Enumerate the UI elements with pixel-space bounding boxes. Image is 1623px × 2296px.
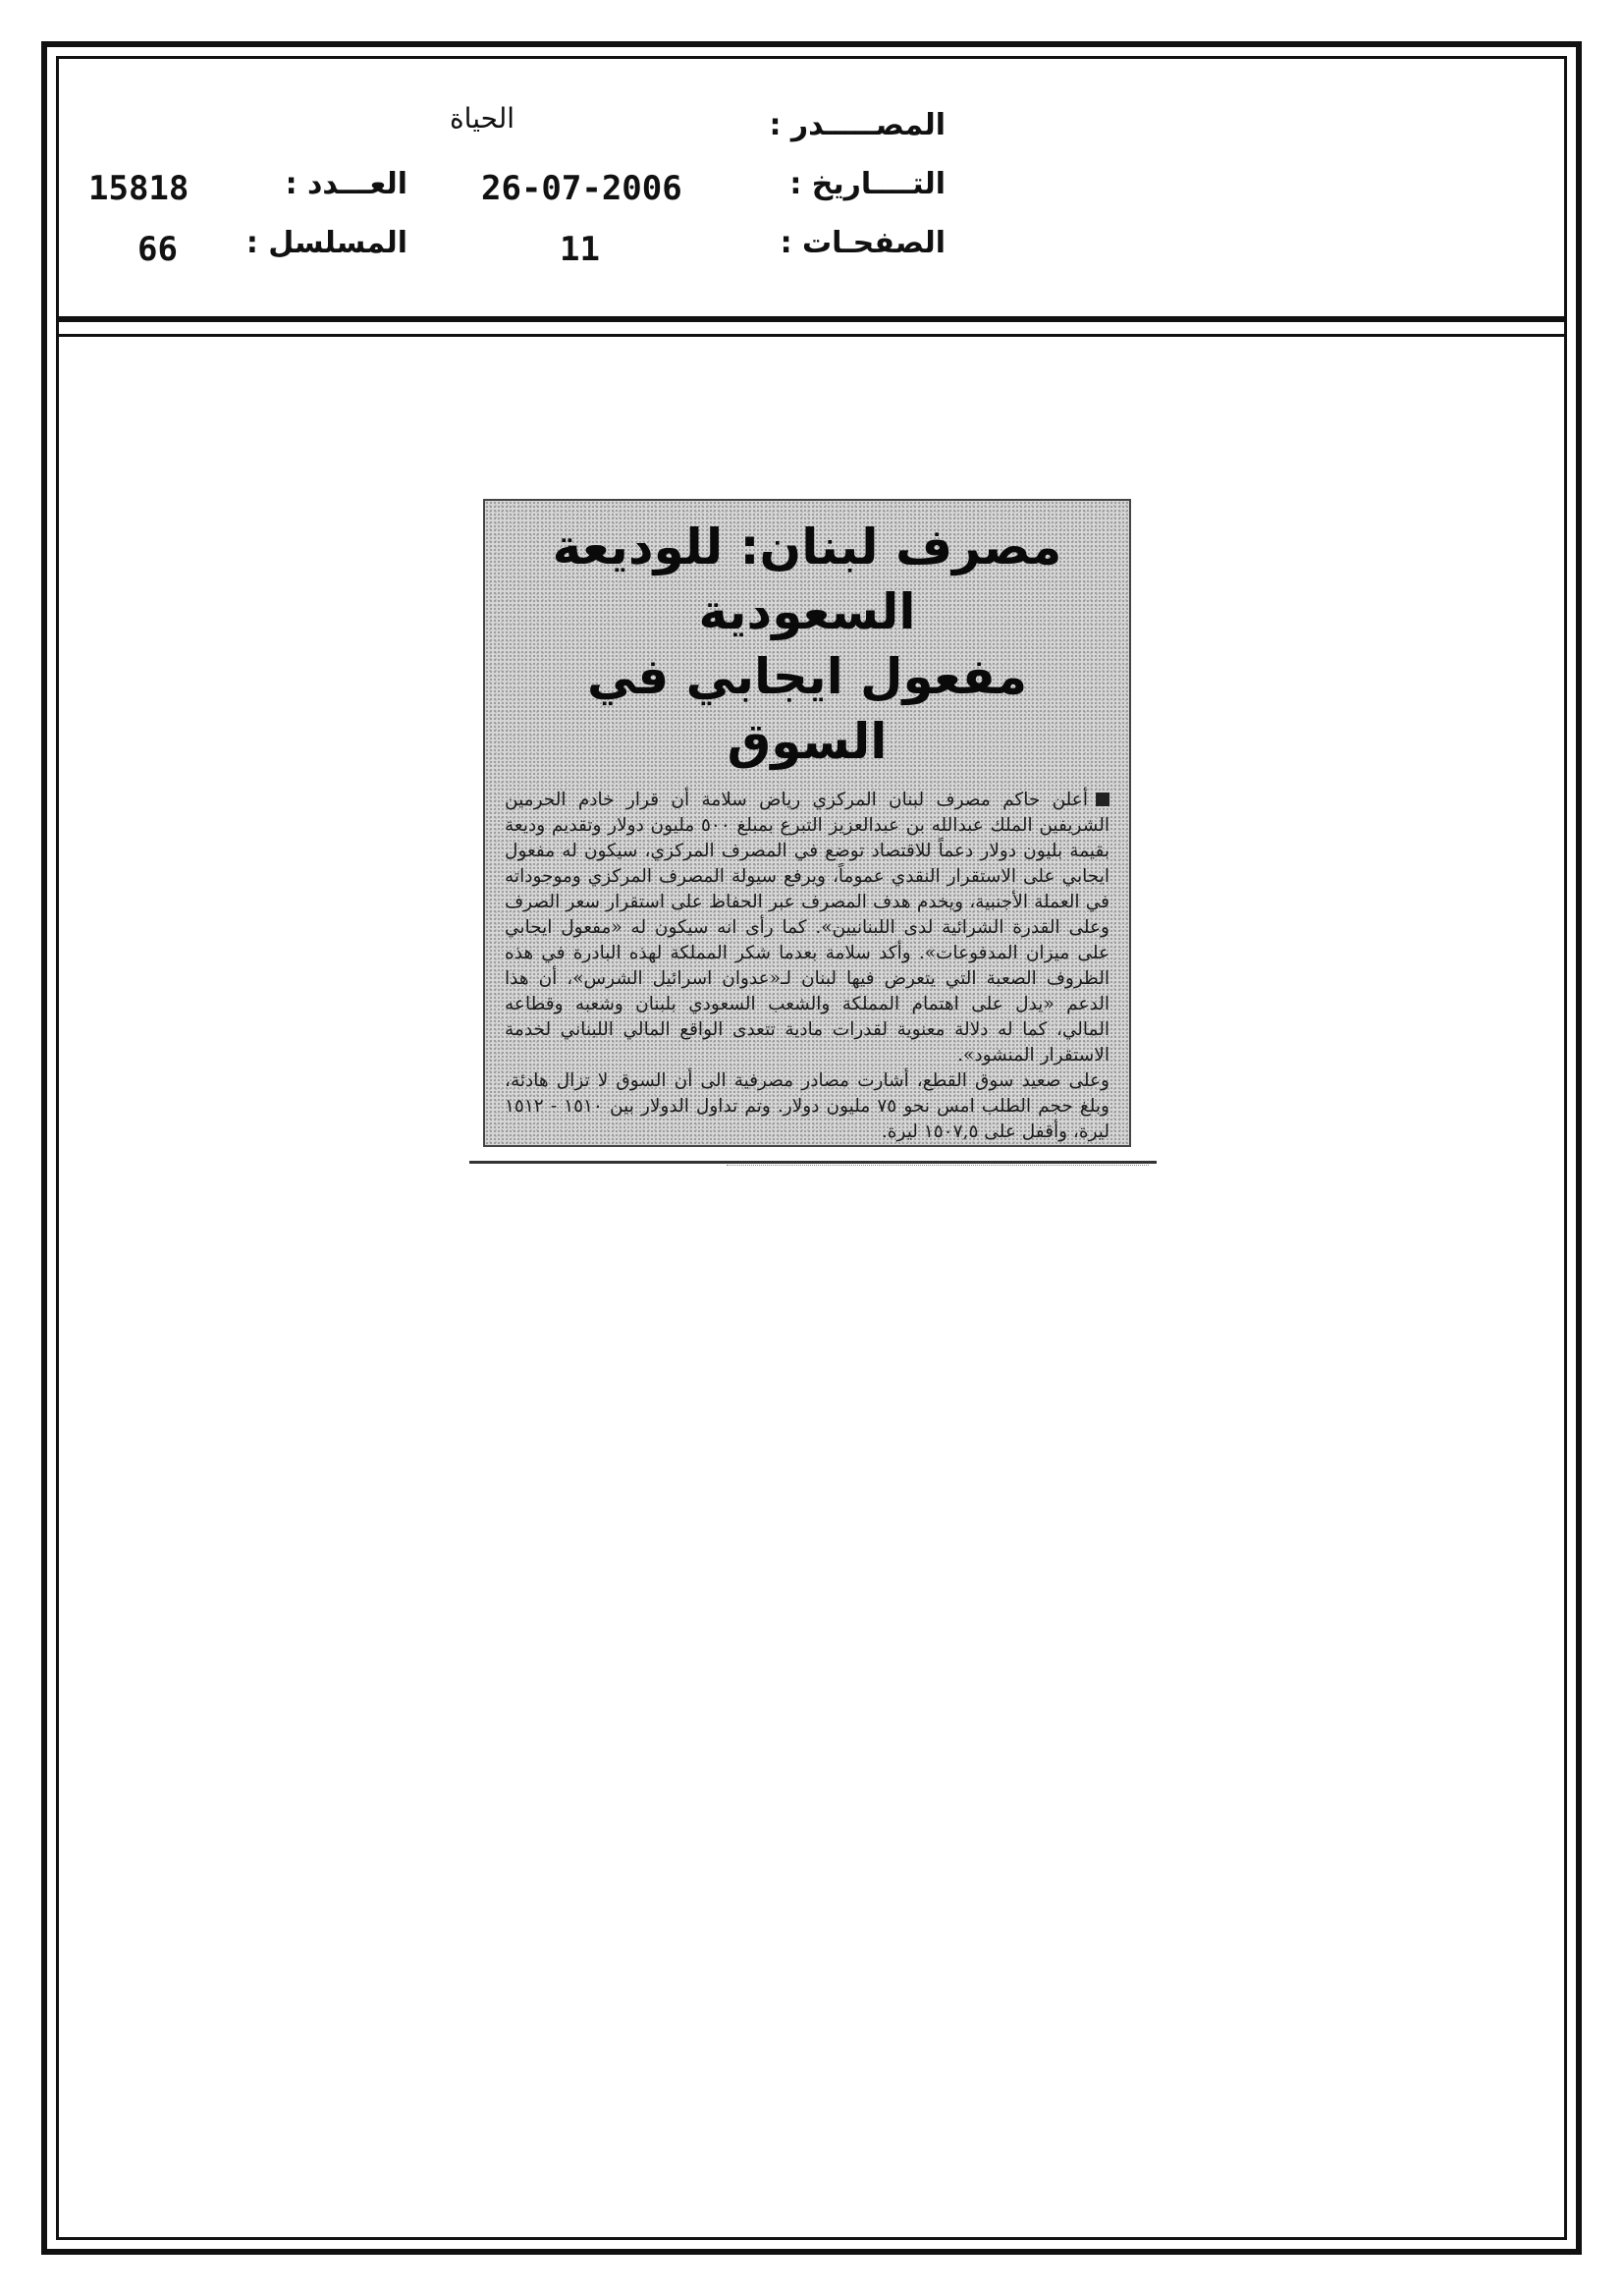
article-paragraph-2	[505, 1068, 1109, 1145]
headline-line-1: مصرف لبنان: للوديعة السعودية	[552, 519, 1062, 640]
source-value: الحياة	[450, 102, 515, 135]
pages-value: 11	[560, 230, 600, 269]
serial-value: 66	[137, 230, 178, 269]
date-value: 26-07-2006	[481, 169, 682, 208]
date-label: التــــاريخ :	[789, 167, 946, 201]
header-divider-thin	[56, 334, 1567, 337]
article-paragraph-1	[505, 788, 1109, 1068]
pages-label: الصفحـات :	[780, 226, 946, 260]
square-bullet-icon	[1096, 793, 1109, 806]
paragraph-2-text: وعلى صعيد سوق القطع، أشارت مصادر مصرفية الى أن السوق لا تزال هادئة، وبلغ حجم الطلب امس نحو ٧٥ مليون دولار. وتم تداول الدولار بين ١٥١٠ - ١٥١٢ ليرة، وأقفل على ١٥٠٧,٥ ليرة.	[505, 1070, 1109, 1142]
issue-label: العـــدد :	[285, 167, 407, 201]
source-label: المصـــــدر :	[769, 108, 946, 142]
clipping-bottom-dotted-rule	[727, 1165, 1149, 1167]
article-headline	[505, 515, 1109, 774]
paragraph-1-text: أعلن حاكم مصرف لبنان المركزي رياض سلامة أن قرار خادم الحرمين الشريفين الملك عبدالله بن عبدالعزيز التبرع بمبلغ ٥٠٠ مليون دولار وتقديم وديعة بقيمة بليون دولار دعماً للاقتصاد توضع في المصرف المركزي، سيكون له مفعول ايجابي على الاستقرار النقدي عموماً، ويرفع سيولة المصرف المركزي وموجوداته في العملة الأجنبية، ويخدم هدف المصرف عبر الحفاظ على استقرار سعر الصرف وعلى القدرة الشرائية لدى اللبنانيين». كما رأى انه سيكون له «مفعول ايجابي على ميزان المدفوعات». وأكد سلامة بعدما شكر المملكة لهذه البادرة في هذه الظروف الصعبة التي يتعرض فيها لبنان لـ«عدوان اسرائيل الشرس»، أن هذا الدعم «يدل على اهتمام المملكة والشعب السعودي بلبنان وشعبه وقطاعه المالي، كما له دلالة معنوية لقدرات مادية تتعدى الواقع المالي اللبناني لخدمة الاستقرار المنشود».	[505, 790, 1110, 1066]
issue-value: 15818	[88, 169, 189, 208]
headline-line-2: مفعول ايجابي في السوق	[586, 648, 1028, 770]
inner-frame	[56, 56, 1567, 2240]
header-divider	[56, 316, 1567, 322]
clipping-bottom-rule	[469, 1161, 1157, 1164]
serial-label: المسلسل :	[245, 226, 407, 260]
article-body	[505, 788, 1109, 1145]
newspaper-clipping	[483, 499, 1131, 1147]
